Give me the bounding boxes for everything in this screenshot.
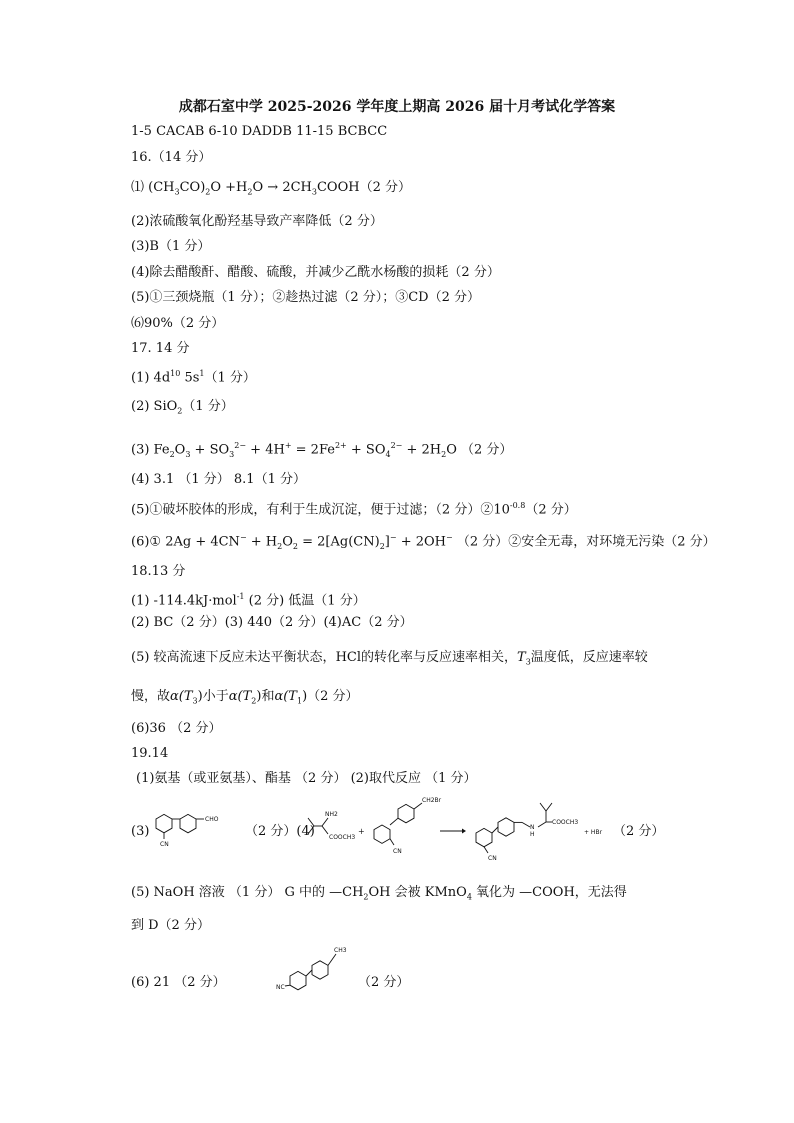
structure-6-methyl-biphenyl-nitrile	[276, 944, 356, 994]
q17-answer-2: (2) SiO$_2$（1 分）	[131, 399, 234, 416]
amine-n-label: N	[530, 824, 535, 831]
cn-group-label: CN	[488, 855, 497, 862]
cn-group-label: CN	[160, 841, 169, 848]
ch2br-group-label: CH2Br	[422, 797, 442, 804]
structure-4-product	[468, 795, 608, 865]
cn-group-label: CN	[393, 848, 402, 855]
q19-score-3-label-4: （2 分）(4)	[245, 824, 315, 839]
q19-answer-1: (1)氨基（或亚氨基）、酯基 （2 分） (2)取代反应 （1 分）	[136, 771, 477, 786]
q17-heading: 17. 14 分	[131, 341, 190, 356]
ch3-group-label: CH3	[334, 947, 347, 954]
cho-group-label: CHO	[205, 816, 219, 823]
q18-answer-2: (2) BC（2 分）(3) 440（2 分）(4)AC（2 分）	[131, 615, 413, 630]
reaction-arrow	[440, 828, 466, 834]
nh2-group-label: NH2	[325, 811, 338, 818]
q19-label-3: (3)	[131, 824, 150, 839]
cooch3-group-label: COOCH3	[329, 834, 356, 841]
q16-answer-3: (3)B（1 分）	[131, 239, 211, 254]
q17-answer-1: (1) $4d^{10}$ $5s^1(1$ 分）	[131, 369, 256, 386]
nc-group-label: NC	[276, 984, 285, 991]
q16-heading: 16.（14 分）	[131, 150, 212, 165]
q18-heading: 18.13 分	[131, 564, 186, 579]
q18-answer-5: (6)36 （2 分）	[131, 721, 222, 736]
q16-answer-4: (4)除去醋酸酐、醋酸、硫酸，并减少乙酰水杨酸的损耗（2 分）	[131, 265, 500, 280]
structure-3-biphenyl-aldehyde	[146, 805, 246, 853]
q17-answer-5: (5)①破坏胶体的形成，有利于生成沉淀，便于过滤；（2 分）$②10^{-0.8}(2$ 分）	[131, 501, 577, 518]
q19-answer-5-cont: 到 D（2 分）	[131, 918, 210, 933]
q16-answer-1: ⑴ $(CH_3CO)_2O +H_2O$ → $2CH_3COOH(2$ 分）	[131, 180, 411, 197]
q17-answer-6: (6)① $2Ag + 4CN^- + H_2O_2 = 2[Ag(CN)_2]^- + 2OH^-$ （2 分）②安全无毒，对环境无污染（2 分）	[131, 533, 716, 551]
cooch3-group-label: COOCH3	[552, 819, 579, 826]
q18-answer-3: (5) 较高流速下反应未达平衡状态，HCl的转化率与反应速率相关，$T_3$温度低，反应速率较	[131, 650, 648, 667]
q19-score-6: （2 分）	[358, 975, 410, 990]
q17-answer-4: (4) 3.1 （1 分） 8.1（1 分）	[131, 472, 306, 487]
q16-answer-2: (2)浓硫酸氧化酚羟基导致产率降低（2 分）	[131, 214, 383, 229]
q18-answer-1: (1) -114.4kJ·mol$^{-1}$ (2 分) 低温（1 分）	[131, 592, 366, 609]
amine-h-label: H	[530, 831, 535, 838]
q19-answer-6: (6) 21 （2 分）	[131, 975, 226, 990]
q19-answer-5: (5) NaOH 溶液 （1 分） G 中的 $—CH_2OH$ 会被 KMnO$_4$ 氧化为 —COOH，无法得	[131, 885, 627, 902]
structure-4-bromomethyl-biphenyl	[362, 795, 442, 861]
q19-plus-sign: +	[358, 827, 365, 836]
q16-answer-5: (5)①三颈烧瓶（1 分）；②趁热过滤（2 分）；③CD（2 分）	[131, 290, 480, 305]
q19-heading: 19.14	[131, 746, 169, 761]
page-title: 成都石室中学 2025-2026 学年度上期高 2026 届十月考试化学答案	[178, 99, 616, 115]
q19-score-4: （2 分）	[613, 824, 665, 839]
q16-answer-6: ⑹90%（2 分）	[131, 316, 225, 331]
structure-4-valine-ester	[304, 808, 362, 848]
hbr-label: + HBr	[584, 829, 603, 836]
q17-answer-3: (3) $Fe_2O_3 + SO_3^{2-} + 4H^+ = 2Fe^{2+} + SO_4^{2-} + 2H_2O$ （2 分）	[131, 441, 513, 459]
multiple-choice-answers: 1-5 CACAB 6-10 DADDB 11-15 BCBCC	[131, 124, 388, 139]
q18-answer-4: 慢，故$\alpha(T_3)$小于$\alpha(T_2)$和$\alpha(T_1)(2$ 分）	[131, 689, 359, 706]
